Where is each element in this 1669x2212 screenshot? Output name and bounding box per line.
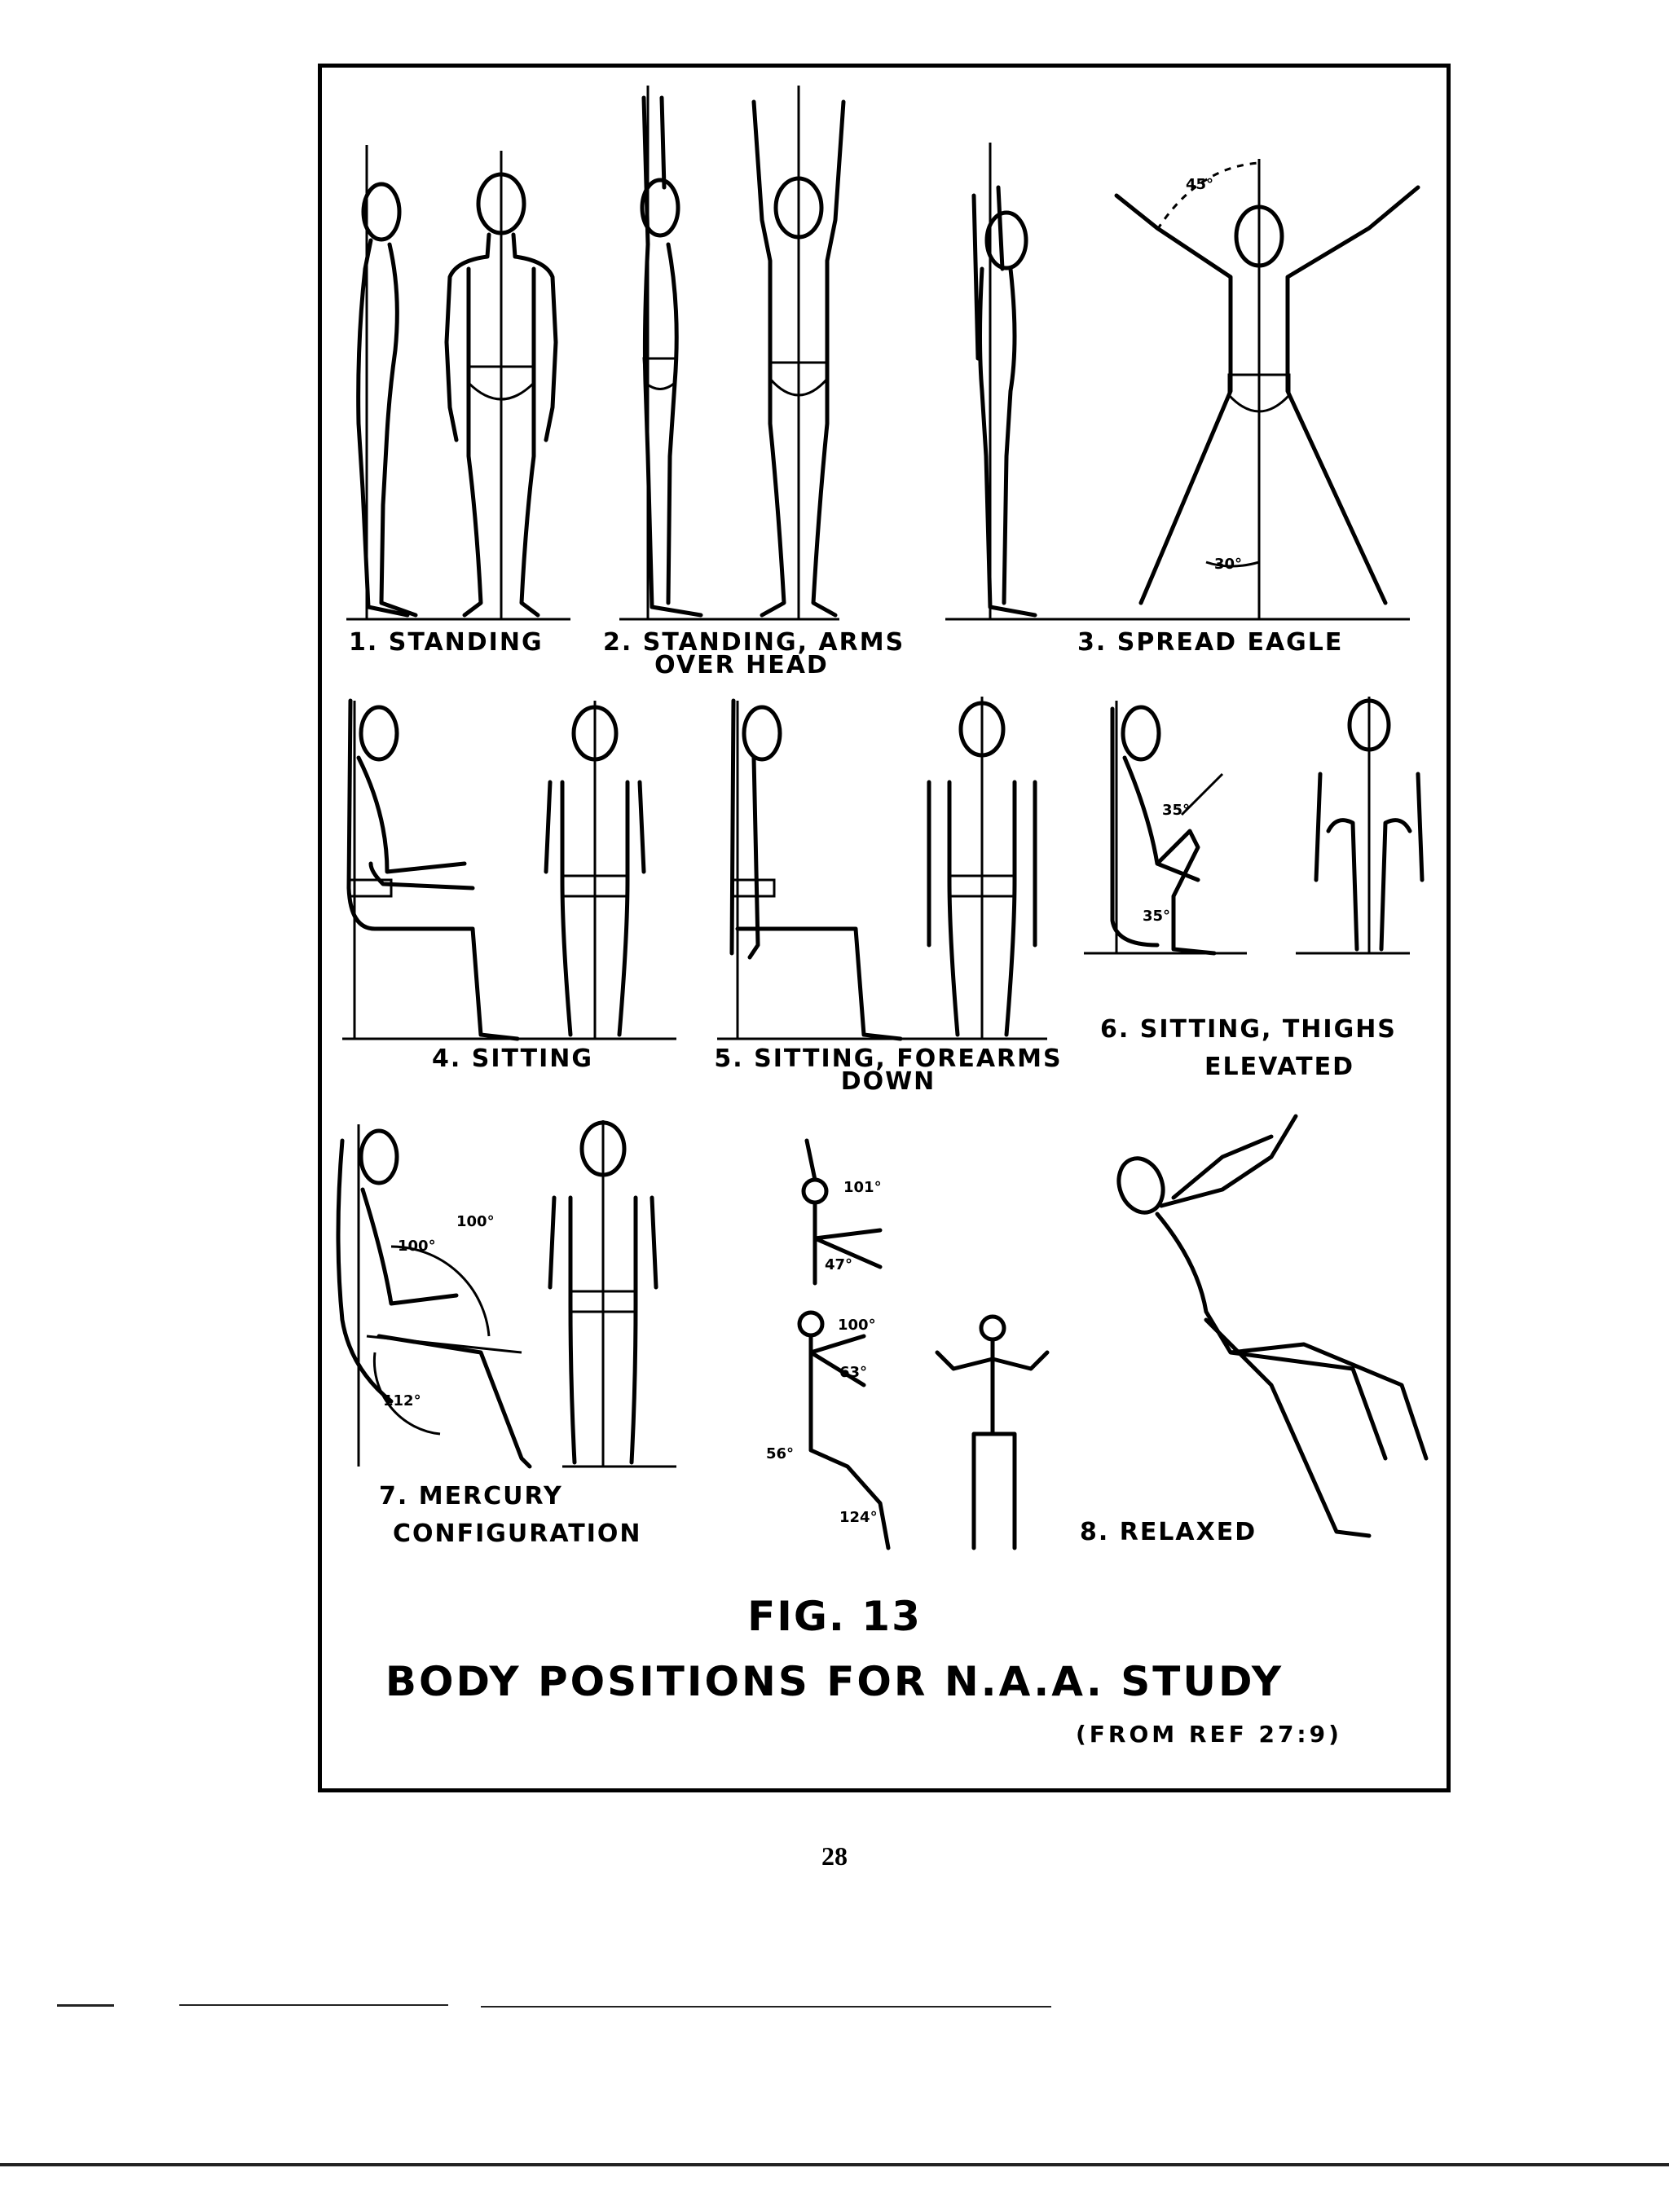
caption-standing: 1. STANDING: [349, 628, 544, 657]
figure-thighs-elevated-front: [1316, 697, 1422, 953]
angle-label: 100°: [398, 1238, 436, 1255]
angle-label: 56°: [766, 1445, 795, 1462]
figure-forearms-down-front: [929, 697, 1035, 1039]
relaxed-angle-diagram: [766, 1141, 888, 1548]
scan-rule: [481, 2006, 1051, 2008]
figure-spread-eagle-front: [1116, 159, 1418, 619]
figure-title: BODY POSITIONS FOR N.A.A. STUDY: [385, 1658, 1284, 1705]
figure-relaxed: [1112, 1116, 1426, 1536]
caption-thighs-elevated-line1: 6. SITTING, THIGHS: [1100, 1015, 1397, 1044]
angle-label: 35°: [1143, 908, 1171, 925]
figure-number: FIG. 13: [747, 1593, 922, 1640]
scan-rule: [57, 2004, 114, 2007]
angle-label: 63°: [839, 1364, 868, 1381]
caption-thighs-elevated-line2: ELEVATED: [1204, 1053, 1355, 1081]
angle-label: 30°: [1214, 556, 1243, 573]
angle-label: 100°: [838, 1317, 876, 1334]
angle-label: 45°: [1186, 176, 1214, 193]
caption-mercury-line2: CONFIGURATION: [393, 1519, 642, 1548]
caption-spread-eagle: 3. SPREAD EAGLE: [1077, 628, 1344, 657]
figure-spread-eagle-side: [974, 143, 1035, 619]
figure-sitting-front: [546, 701, 644, 1039]
caption-forearms-down-line1: 5. SITTING, FOREARMS: [714, 1044, 1063, 1073]
angle-label: 100°: [456, 1213, 495, 1230]
angle-label: 35°: [1162, 802, 1191, 819]
caption-arms-overhead-line2: OVER HEAD: [654, 651, 829, 679]
figure-standing-front: [447, 151, 556, 619]
caption-arms-overhead-line1: 2. STANDING, ARMS: [603, 628, 905, 657]
figure-thighs-elevated-side: [1112, 701, 1222, 953]
figure-source: (FROM REF 27:9): [1076, 1721, 1342, 1748]
caption-forearms-down-line2: DOWN: [840, 1067, 936, 1096]
figure-arms-overhead-front: [754, 86, 843, 619]
angle-label: 47°: [825, 1256, 853, 1273]
figure-forearms-down-side: [732, 701, 901, 1039]
caption-mercury-line1: 7. MERCURY: [379, 1482, 563, 1511]
angle-label: 112°: [383, 1392, 421, 1409]
figure-sitting-side: [349, 701, 517, 1039]
page-number: 28: [821, 1841, 848, 1871]
figure-arms-overhead-side: [642, 86, 701, 619]
relaxed-stick-figure: [937, 1317, 1047, 1548]
figure-mercury-side: [338, 1124, 530, 1467]
caption-sitting: 4. SITTING: [432, 1044, 593, 1073]
scan-rule: [179, 2004, 448, 2006]
scan-rule: [0, 2163, 1669, 2166]
caption-relaxed: 8. RELAXED: [1080, 1518, 1257, 1546]
angle-label: 124°: [839, 1509, 878, 1526]
angle-label: 101°: [843, 1179, 882, 1196]
figure-mercury-front: [550, 1120, 656, 1467]
figure-standing-side: [359, 145, 416, 619]
